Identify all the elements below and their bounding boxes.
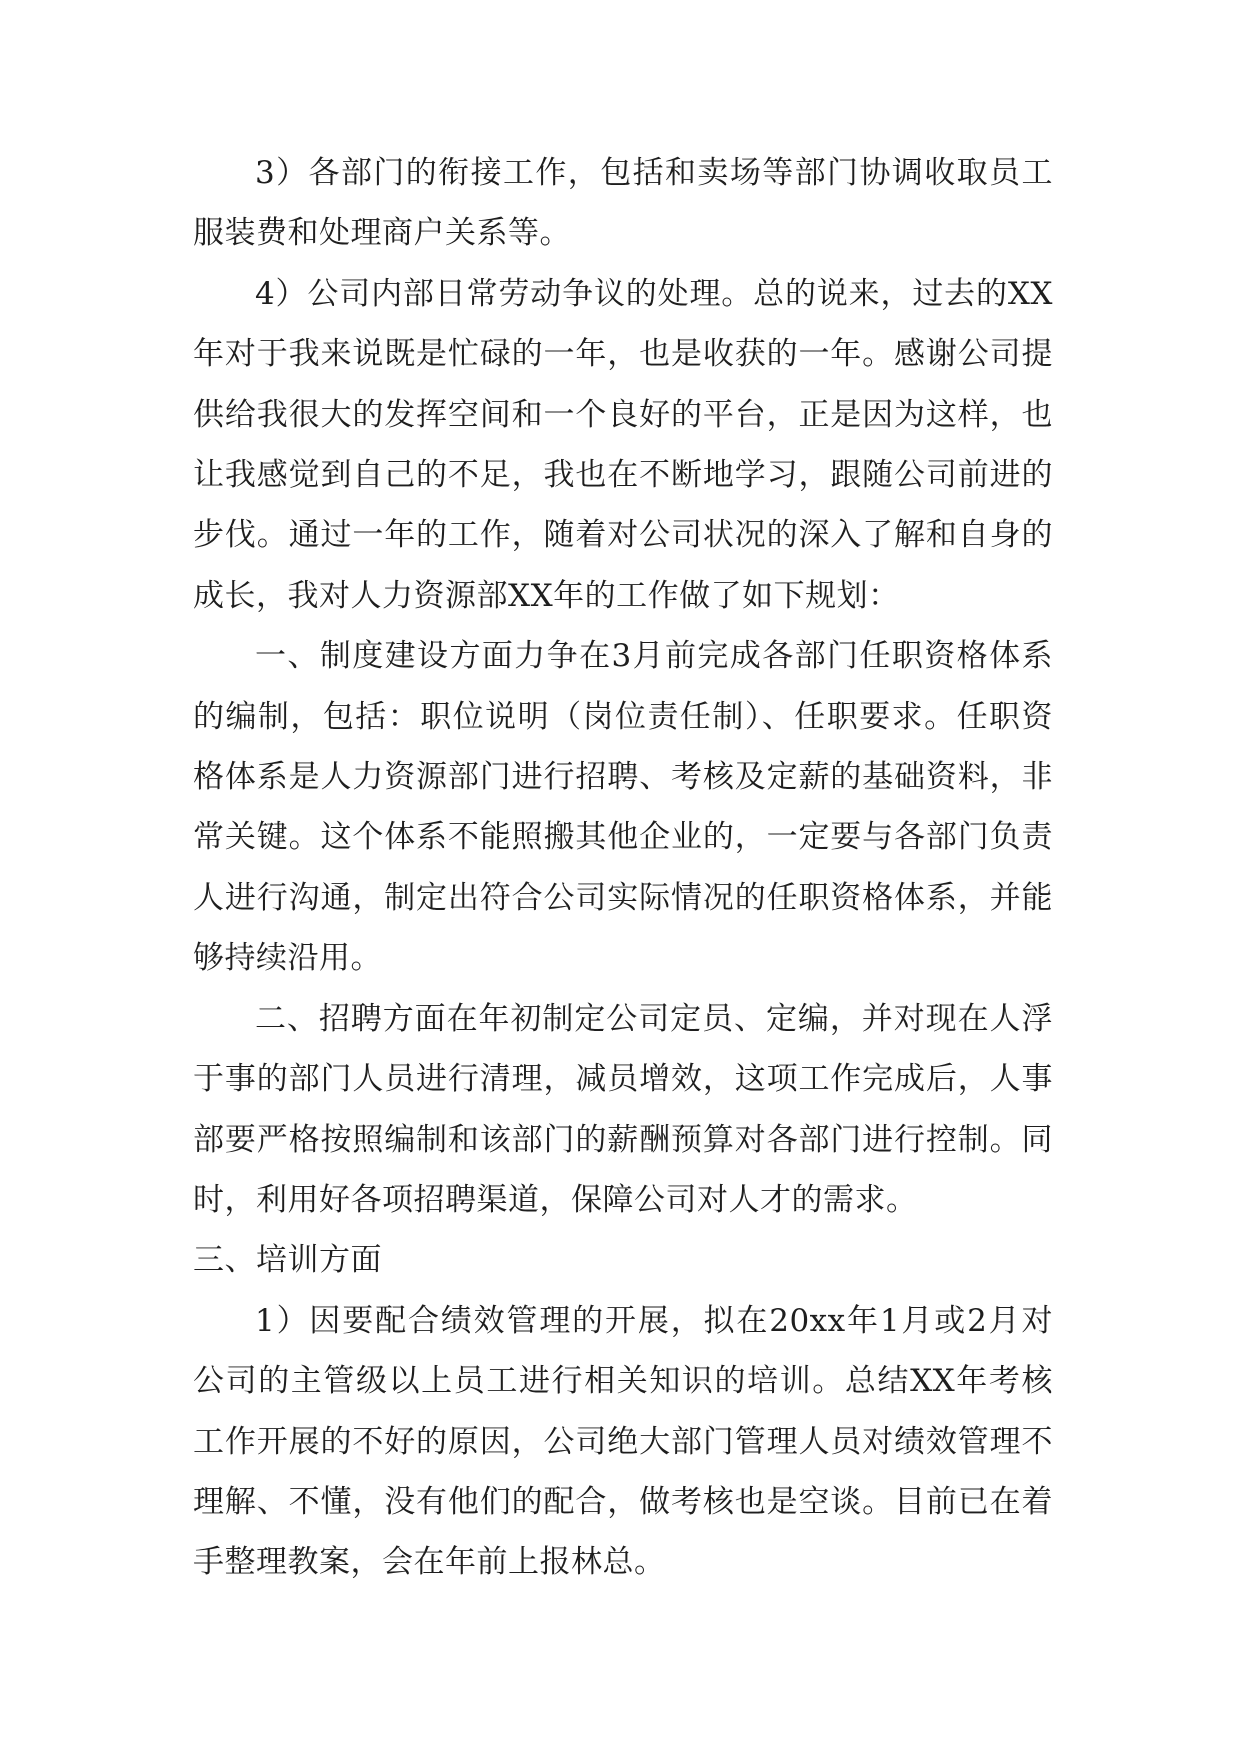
- document-page: [193, 143, 1053, 1593]
- paragraph-system-construction: 一、制度建设方面力争在3月前完成各部门任职资格体系的编制，包括：职位说明（岗位责任制）、任职要求。任职资格体系是人力资源部门进行招聘、考核及定薪的基础资料，非常关键。这个体系不能照搬其他企业的，一定要与各部门负责人进行沟通，制定出符合公司实际情况的任职资格体系，并能够持续沿用。: [193, 638, 1053, 977]
- paragraph-training-plan: 1）因要配合绩效管理的开展，拟在20xx年1月或2月对公司的主管级以上员工进行相关知识的培训。总结XX年考核工作开展的不好的原因，公司绝大部门管理人员对绩效管理不理解、不懂，没有他们的配合，做考核也是空谈。目前已在着手整理教案，会在年前上报林总。: [193, 1302, 1053, 1581]
- paragraph-recruitment: 二、招聘方面在年初制定公司定员、定编，并对现在人浮于事的部门人员进行清理，减员增效，这项工作完成后，人事部要严格按照编制和该部门的薪酬预算对各部门进行控制。同时，利用好各项招聘渠道，保障公司对人才的需求。: [193, 1000, 1053, 1218]
- paragraph-coordination: 3）各部门的衔接工作，包括和卖场等部门协调收取员工服装费和处理商户关系等。: [193, 155, 1053, 252]
- section-heading-training: 三、培训方面: [193, 1242, 382, 1279]
- paragraph-labor-disputes-and-plan: 4）公司内部日常劳动争议的处理。总的说来，过去的XX年对于我来说既是忙碌的一年，也是收获的一年。感谢公司提供给我很大的发挥空间和一个良好的平台，正是因为这样，也让我感觉到自己的不足，我也在不断地学习，跟随公司前进的步伐。通过一年的工作，随着对公司状况的深入了解和自身的成长，我对人力资源部XX年的工作做了如下规划：: [193, 275, 1053, 614]
